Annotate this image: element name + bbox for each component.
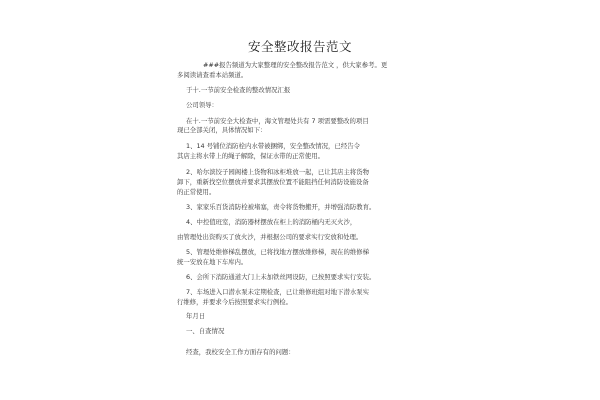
list-item: 的正常使用。 <box>177 188 216 196</box>
list-item: 行维修，并要求今后按照要求实行例检。 <box>177 298 293 306</box>
list-item: 统一安放在地下车库内。 <box>177 258 248 266</box>
paragraph-line: 现已全部关闭，具体情况如下： <box>177 126 267 134</box>
paragraph-line: 在十.一节前安全大检查中，海文管理处共有 7 项需要整改的项目 <box>186 117 369 125</box>
list-item: 卸下，重新找空位摆放并要求其摆放位置不能阻挡任何消防设施设备 <box>177 178 369 186</box>
list-item: 2、哈尔滨饺子园阁楼上货物和冰柜堆放一起，已让其店主将货物 <box>186 168 370 176</box>
paragraph-line: 公司领导： <box>186 101 218 109</box>
date-line: 年月日 <box>186 312 206 320</box>
list-item: 5、管理处维修梯乱摆放，已将找地方摆放维修梯，现在的维修梯 <box>186 248 370 256</box>
paragraph-line: 多阅读请查看本站频道。 <box>177 71 248 79</box>
section-heading: 于十.一节前安全检查的整改情况汇报 <box>186 86 291 94</box>
list-item: 7、车场进入口潜水泵未定期检查，已让维修班组对地下潜水泵实 <box>186 288 370 296</box>
page-title: 安全整改报告范文 <box>247 39 352 54</box>
section-heading: 一、自查情况 <box>186 327 225 335</box>
list-item: 其店主将水带上的绳子解除，保证水带的正常使用。 <box>177 152 324 160</box>
list-item: 3、家家乐百货消防栓被堵塞，责令将货物搬开，并增强消防教育。 <box>186 203 376 211</box>
list-item: 6、会所下消防通道大门上未加铁丝网设防，已按照要求实行安装。 <box>186 273 376 281</box>
paragraph-line: ###报告频道为大家整理的安全整改报告范文 ，供大家参考。更 <box>203 61 388 69</box>
list-item: 由管理处出资购买了放火沙，并根据公司的要求实行安放和处理。 <box>177 233 363 241</box>
list-item: 1、14 号铺位消防栓内水带被捆绑，安全整改情况，已经告令 <box>186 142 360 150</box>
paragraph-line: 经查，我校安全工作方面存有的问题： <box>186 348 295 356</box>
list-item: 4、中控值班室，消防器材摆放在柜上的消防桶内无灭火沙， <box>186 218 357 226</box>
